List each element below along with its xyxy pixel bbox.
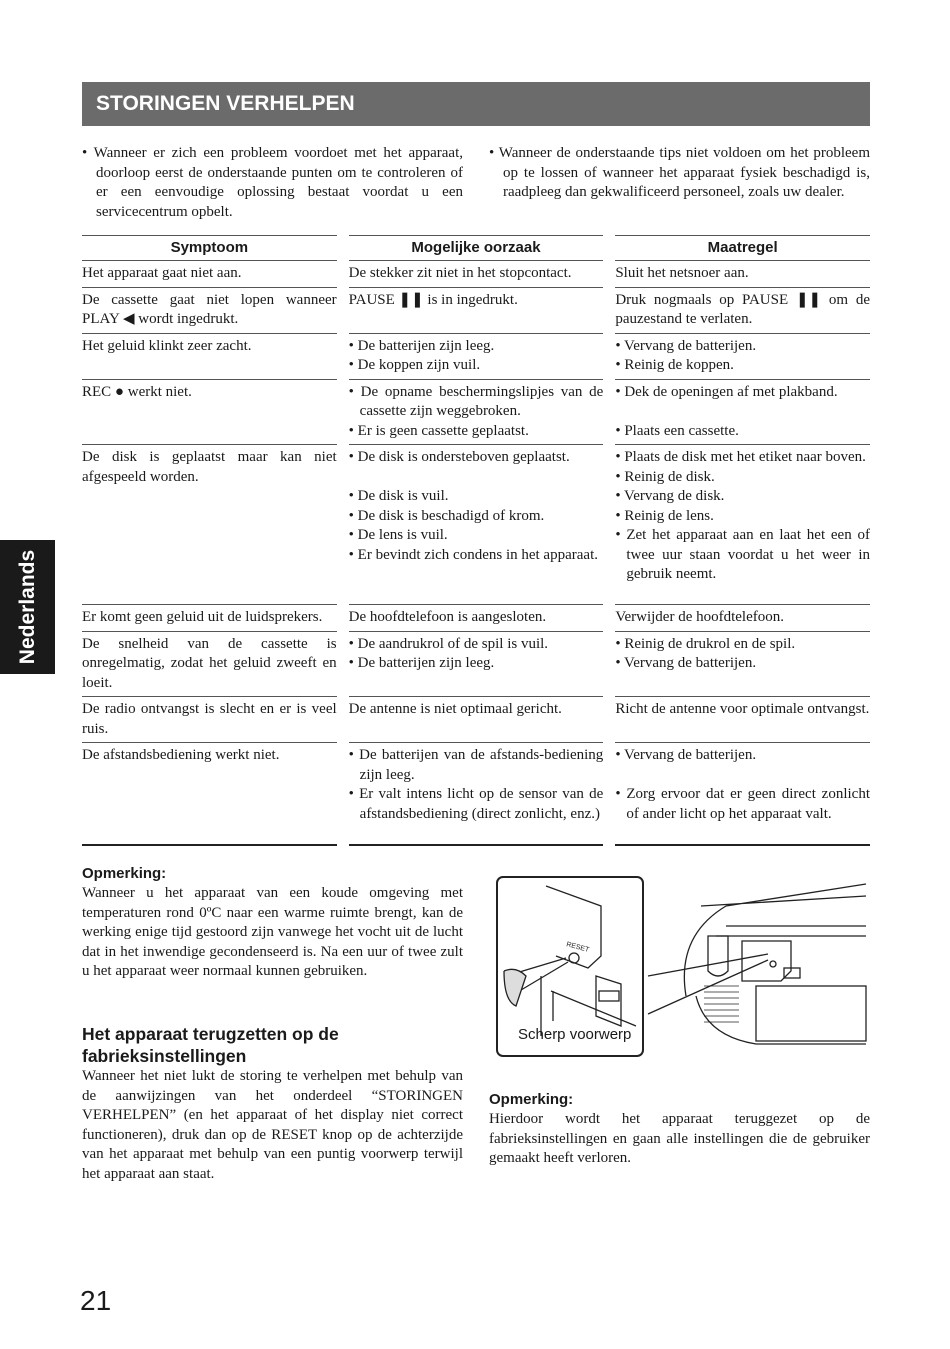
cause-item: • De koppen zijn vuil. <box>348 357 481 373</box>
table-row <box>82 632 870 698</box>
remedy-item: • Vervang de disk. <box>615 488 725 504</box>
reset-text: Wanneer het niet lukt de storing te verhelpen met behulp van de aanwijzingen van het onderdeel “STORINGEN VERHELPEN” (en het apparaat of het display niet correct functioneren), druk dan op de RESET knop op de achterzijde van het apparaat met behulp van een puntig voorwerp terwijl het apparaat aan staat. <box>82 1068 463 1182</box>
cause-item: • De aandrukrol of de spil is vuil. <box>348 635 549 652</box>
remedy-cell <box>615 605 870 632</box>
table-row <box>82 261 870 288</box>
language-tab <box>0 540 55 674</box>
remedy-item: • Zorg ervoor dat er geen direct zonlicht of ander licht op het apparaat valt. <box>615 786 870 822</box>
col-symptom: Symptoom <box>82 235 337 261</box>
note-title: Opmerking: <box>489 1091 574 1108</box>
table-row <box>82 605 870 632</box>
cause-item: • De disk is beschadigd of krom. <box>348 507 545 524</box>
cause-item: • De disk is ondersteboven geplaatst. <box>348 449 570 465</box>
cause-cell <box>349 261 604 288</box>
col-cause: Mogelijke oorzaak <box>349 235 604 261</box>
cause-cell <box>349 632 604 698</box>
symptom-cell: De afstandsbediening werkt niet. <box>82 743 337 846</box>
remedy-cell <box>615 288 870 334</box>
remedy-item: Richt de antenne voor optimale ontvangst. <box>615 701 870 717</box>
cause-item: De antenne is niet optimaal gericht. <box>348 701 562 717</box>
table-row <box>82 697 870 743</box>
reset-illustration <box>496 876 868 1058</box>
cause-item: PAUSE ❚❚ is in ingedrukt. <box>348 291 518 308</box>
language-tab-label: Nederlands <box>15 549 39 665</box>
cause-item: • Er bevindt zich condens in het apparaat. <box>348 546 598 563</box>
troubleshooting-table <box>70 235 882 846</box>
cause-item: • De batterijen zijn leeg. <box>348 655 495 671</box>
cause-cell <box>349 697 604 743</box>
symptom-cell: Het apparaat gaat niet aan. <box>82 261 337 288</box>
remedy-item: Sluit het netsnoer aan. <box>615 265 749 281</box>
section-title: STORINGEN VERHELPEN <box>82 82 870 126</box>
table-row <box>82 288 870 334</box>
note-condensation <box>82 864 463 982</box>
remedy-item: Druk nogmaals op PAUSE ❚❚ om de pauzestand te verlaten. <box>615 291 870 327</box>
note-text: Hierdoor wordt het apparaat teruggezet op de fabrieksinstellingen en gaan alle instellingen die de gebruiker gemaakt heeft verloren. <box>489 1111 870 1166</box>
remedy-cell <box>615 697 870 743</box>
remedy-cell <box>615 445 870 605</box>
table-row <box>82 743 870 846</box>
remedy-item: Verwijder de hoofdtelefoon. <box>615 609 785 625</box>
remedy-item: • Plaats een cassette. <box>615 422 739 439</box>
table-row <box>82 380 870 446</box>
symptom-cell: REC ● werkt niet. <box>82 380 337 446</box>
symptom-cell: Het geluid klinkt zeer zacht. <box>82 334 337 380</box>
cause-item: • De opname beschermingslipjes van de cassette zijn weggebroken. <box>348 383 604 419</box>
remedy-cell <box>615 632 870 698</box>
remedy-item: • Vervang de batterijen. <box>615 747 757 763</box>
reset-label: RESET <box>565 941 590 954</box>
remedy-item: • Reinig de koppen. <box>615 357 734 373</box>
illustration-caption: Scherp voorwerp <box>518 1026 632 1043</box>
remedy-cell <box>615 743 870 846</box>
col-remedy: Maatregel <box>615 235 870 261</box>
intro-left: • Wanneer er zich een probleem voordoet met het apparaat, doorloop eerst de onderstaande punten om te controleren of er een eenvoudige oplossing bestaat voordat u een servicecentrum opbelt. <box>82 145 463 220</box>
remedy-item: • Vervang de batterijen. <box>615 655 757 671</box>
reset-section <box>82 1023 463 1184</box>
cause-cell <box>349 445 604 605</box>
note-text: Wanneer u het apparaat van een koude omgeving met temperaturen rond 0ºC naar een warme ruimte brengt, kan de werking enige tijd gestoord zijn vanwege het vocht uit de lucht dat in het inwendige gecondenseerd is. Na een uur of twee zult u het apparaat weer normaal kunnen gebruiken. <box>82 885 463 979</box>
remedy-item: • Plaats de disk met het etiket naar boven. <box>615 449 866 465</box>
symptom-cell: De cassette gaat niet lopen wanneer PLAY ◀ wordt ingedrukt. <box>82 288 337 334</box>
page-number: 21 <box>80 1285 112 1316</box>
symptom-cell: Er komt geen geluid uit de luidsprekers. <box>82 605 337 632</box>
cause-item: • De batterijen van de afstands-bediening zijn leeg. <box>348 747 604 783</box>
cause-item: • Er valt intens licht op de sensor van de afstandsbediening (direct zonlicht, enz.) <box>348 786 604 822</box>
remedy-item: • Dek de openingen af met plakband. <box>615 383 838 400</box>
cause-item: • De lens is vuil. <box>348 527 448 543</box>
cause-cell <box>349 380 604 446</box>
note-title: Opmerking: <box>82 865 167 882</box>
remedy-cell <box>615 380 870 446</box>
cause-item: • De disk is vuil. <box>348 488 449 504</box>
remedy-item: • Reinig de disk. <box>615 468 715 485</box>
note-reset <box>489 1090 870 1169</box>
cause-cell <box>349 743 604 846</box>
table-row <box>82 445 870 605</box>
remedy-cell <box>615 334 870 380</box>
remedy-item: • Reinig de lens. <box>615 507 714 524</box>
cause-cell <box>349 605 604 632</box>
cause-cell <box>349 288 604 334</box>
remedy-item: • Reinig de drukrol en de spil. <box>615 635 796 652</box>
cause-item: De hoofdtelefoon is aangesloten. <box>348 609 547 625</box>
symptom-cell: De radio ontvangst is slecht en er is veel ruis. <box>82 697 337 743</box>
remedy-item: • Zet het apparaat aan en laat het een of twee uur staan voordat u het weer in gebruik neemt. <box>615 527 870 582</box>
table-row <box>82 334 870 380</box>
reset-title: Het apparaat terugzetten op de fabrieksinstellingen <box>82 1024 339 1066</box>
cause-cell <box>349 334 604 380</box>
remedy-cell <box>615 261 870 288</box>
cause-item: • Er is geen cassette geplaatst. <box>348 422 529 439</box>
symptom-cell: De disk is geplaatst maar kan niet afgespeeld worden. <box>82 445 337 605</box>
cause-item: De stekker zit niet in het stopcontact. <box>348 265 572 281</box>
intro-right: • Wanneer de onderstaande tips niet voldoen om het probleem op te lossen of wanneer het apparaat fysiek beschadigd is, raadpleeg dan gekwalificeerd personeel, zoals uw dealer. <box>489 145 870 200</box>
remedy-item: • Vervang de batterijen. <box>615 337 757 354</box>
symptom-cell: De snelheid van de cassette is onregelmatig, zodat het geluid zweeft en loeit. <box>82 632 337 698</box>
cause-item: • De batterijen zijn leeg. <box>348 337 495 354</box>
